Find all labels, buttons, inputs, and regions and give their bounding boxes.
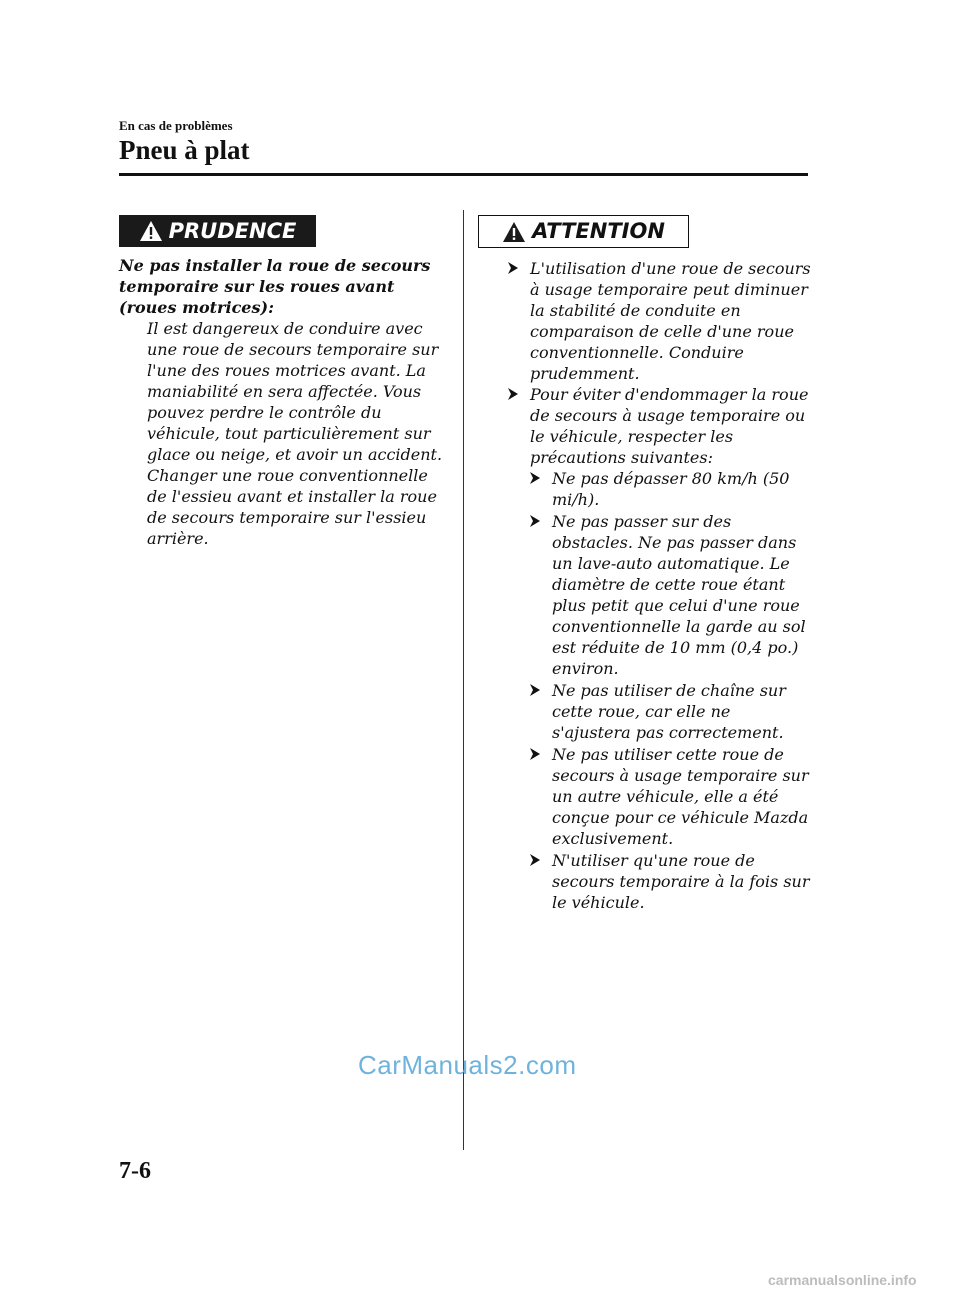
- list-item: [508, 384, 813, 913]
- header-rule: [119, 173, 808, 176]
- attention-list: [478, 258, 813, 913]
- list-item: [530, 744, 813, 849]
- attention-badge: [478, 215, 689, 248]
- precaution-text: Ne pas passer sur des obstacles. Ne pas passer dans un lave-auto automatique. Le diamètre de cette roue étant plus petit que celui d'une roue conventionnelle la garde au sol est réduite de 10 mm (0,4 po.) environ.: [552, 512, 806, 678]
- arrow-bullet-icon: [530, 684, 540, 696]
- list-item: [530, 468, 813, 510]
- arrow-bullet-icon: [508, 388, 518, 400]
- arrow-bullet-icon: [530, 854, 540, 866]
- list-item: [530, 850, 813, 913]
- precaution-text: N'utiliser qu'une roue de secours temporaire à la fois sur le véhicule.: [552, 851, 810, 912]
- list-item: [530, 680, 813, 743]
- list-item: [508, 258, 813, 384]
- arrow-bullet-icon: [530, 748, 540, 760]
- left-column: [119, 215, 449, 549]
- warning-triangle-icon: [139, 220, 163, 242]
- watermark: CarManuals2.com: [358, 1050, 577, 1080]
- list-item: [530, 511, 813, 679]
- page-number: 7-6: [119, 1158, 151, 1184]
- warning-lead: Ne pas installer la roue de secours temporaire sur les roues avant (roues motrices):: [119, 256, 431, 317]
- page-title: Pneu à plat: [119, 135, 250, 165]
- arrow-bullet-icon: [508, 262, 518, 274]
- warning-triangle-icon: [502, 221, 526, 243]
- warning-body: Il est dangereux de conduire avec une roue de secours temporaire sur l'une des roues motrices avant. La maniabilité en sera affectée. Vous pouvez perdre le contrôle du véhicule, tout particulièrement sur glace ou neige, et avoir un accident. Changer une roue conventionnelle de l'essieu avant et installer la roue de secours temporaire sur l'essieu arrière.: [147, 319, 443, 548]
- precaution-text: Ne pas utiliser de chaîne sur cette roue, car elle ne s'ajustera pas correctement.: [552, 681, 786, 742]
- arrow-bullet-icon: [530, 515, 540, 527]
- precautions-list: [530, 468, 813, 913]
- precaution-text: Ne pas dépasser 80 km/h (50 mi/h).: [552, 469, 790, 509]
- prudence-badge: [119, 215, 316, 247]
- arrow-bullet-icon: [530, 472, 540, 484]
- attention-label: ATTENTION: [532, 219, 665, 243]
- right-column: [478, 215, 813, 914]
- precaution-text: Ne pas utiliser cette roue de secours à usage temporaire sur un autre véhicule, elle a été conçue pour ce véhicule Mazda exclusivement.: [552, 745, 809, 848]
- prudence-label: PRUDENCE: [168, 218, 297, 243]
- attention-item-text: L'utilisation d'une roue de secours à usage temporaire peut diminuer la stabilité de conduite en comparaison de celle d'une roue conventionnelle. Conduire prudemment.: [530, 259, 811, 383]
- breadcrumb: En cas de problèmes: [119, 118, 233, 133]
- column-divider: [463, 210, 464, 1150]
- attention-item-text: Pour éviter d'endommager la roue de secours à usage temporaire ou le véhicule, respecter les précautions suivantes:: [530, 385, 809, 467]
- footer-watermark: carmanualsonline.info: [768, 1272, 917, 1288]
